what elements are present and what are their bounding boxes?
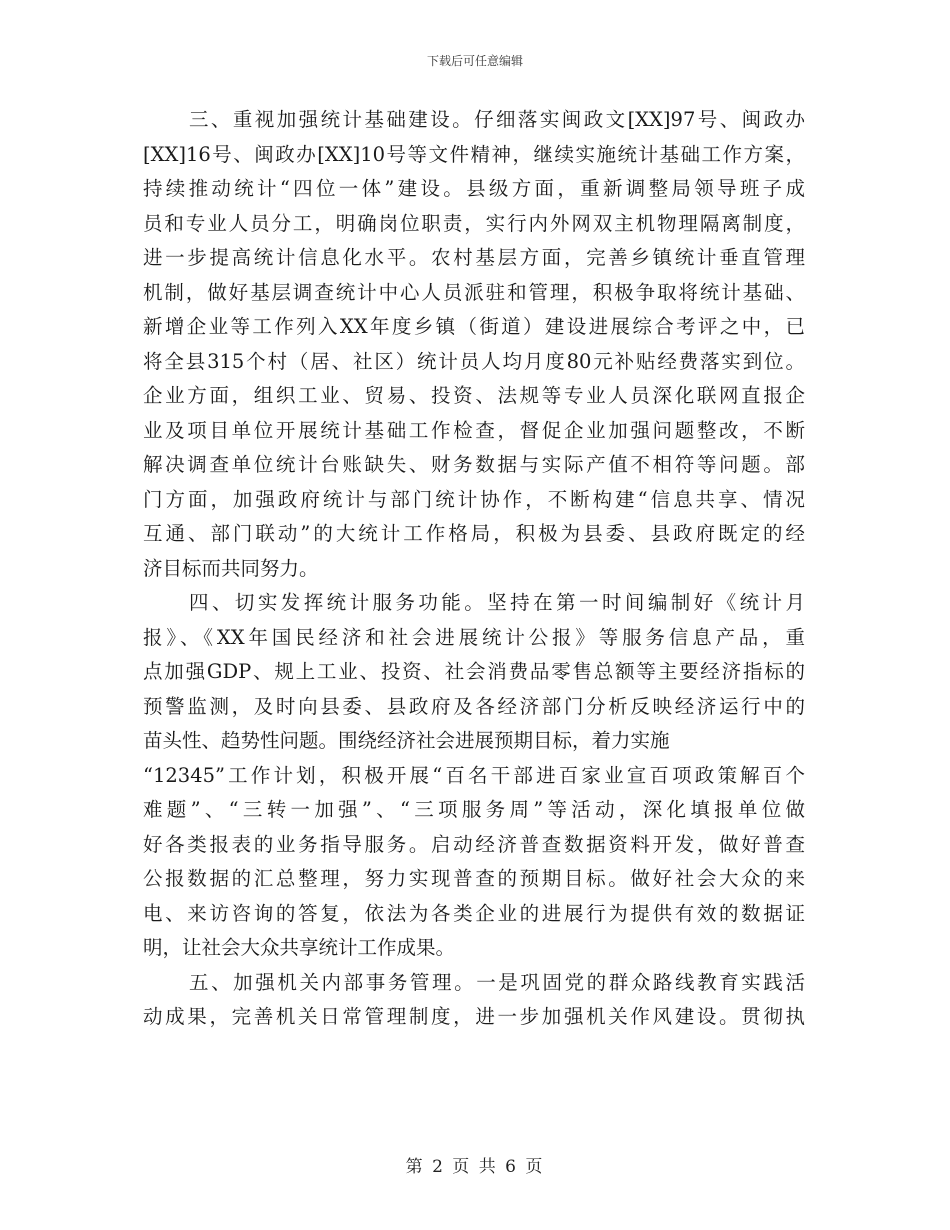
body-line: 动成果，完善机关日常管理制度，进一步加强机关作风建设。贯彻执 [143,1005,805,1028]
body-line: [XX]16号、闽政办[XX]10号等文件精神，继续实施统计基础工作方案， [143,142,805,166]
body-line: 明，让社会大众共享统计工作成果。 [143,936,456,959]
body-line: 解决调查单位统计台账缺失、财务数据与实际产值不相符等问题。部 [143,453,805,476]
document-body [143,103,805,1035]
body-line: 济目标而共同努力。 [143,556,319,580]
body-line: “12345”工作计划，积极开展“百名干部进百家业宣百项政策解百个 [143,763,805,787]
body-line: 公报数据的汇总整理，努力实现普查的预期目标。做好社会大众的来 [143,867,805,890]
body-line: 新增企业等工作列入XX年度乡镇（街道）建设进展综合考评之中，已 [143,315,805,338]
body-line: 互通、部门联动”的大统计工作格局，积极为县委、县政府既定的经 [143,522,805,545]
body-line: 门方面，加强政府统计与部门统计协作，不断构建“信息共享、情况 [143,487,805,511]
body-line: 将全县315个村（居、社区）统计员人均月度80元补贴经费落实到位。 [143,349,805,373]
body-line: 预警监测，及时向县委、县政府及各经济部门分析反映经济运行中的 [143,694,805,718]
body-line: 报》、《XX年国民经济和社会进展统计公报》等服务信息产品，重 [143,625,805,649]
body-line: 四、切实发挥统计服务功能。坚持在第一时间编制好《统计月 [189,591,805,614]
page-number-footer: 第 2 页 共 6 页 [405,1157,545,1177]
body-line: 难题”、“三转一加强”、“三项服务周”等活动，深化填报单位做 [143,798,805,821]
body-line: 持续推动统计“四位一体”建设。县级方面，重新调整局领导班子成 [143,177,805,200]
body-line: 五、加强机关内部事务管理。一是巩固党的群众路线教育实践活 [189,970,805,994]
body-line: 点加强GDP、规上工业、投资、社会消费品零售总额等主要经济指标的 [143,660,805,683]
body-line: 电、来访咨询的答复，依法为各类企业的进展行为提供有效的数据证 [143,901,805,925]
body-line: 机制，做好基层调查统计中心人员派驻和管理，积极争取将统计基础、 [143,280,805,304]
body-line: 企业方面，组织工业、贸易、投资、法规等专业人员深化联网直报企 [143,384,805,407]
body-line: 三、重视加强统计基础建设。仔细落实闽政文[XX]97号、闽政办 [189,108,805,131]
body-line: 进一步提高统计信息化水平。农村基层方面，完善乡镇统计垂直管理 [143,246,805,269]
body-line: 业及项目单位开展统计基础工作检查，督促企业加强问题整改，不断 [143,418,805,442]
page-header-note: 下载后可任意编辑 [426,54,523,68]
body-line: 员和专业人员分工，明确岗位职责，实行内外网双主机物理隔离制度， [143,211,805,235]
body-line: 好各类报表的业务指导服务。启动经济普查数据资料开发，做好普查 [143,832,805,856]
body-line: 苗头性、趋势性问题。围绕经济社会进展预期目标，着力实施 [143,729,670,752]
